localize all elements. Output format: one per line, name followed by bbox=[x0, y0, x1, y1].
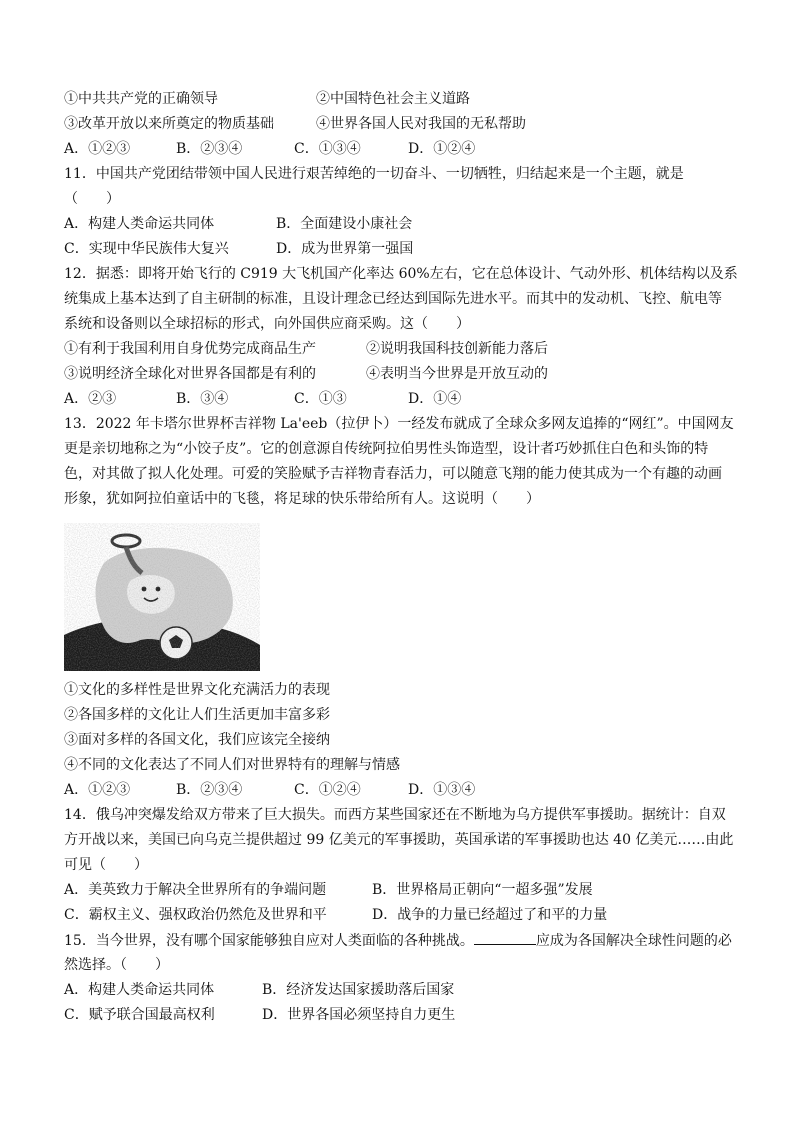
q11-choice-b: B．全面建设小康社会 bbox=[276, 216, 413, 232]
q13-choice-d: D．①③④ bbox=[408, 782, 476, 798]
q10-choice-c: C．①③④ bbox=[294, 141, 361, 157]
q14-choice-d: D．战争的力量已经超过了和平的力量 bbox=[372, 907, 608, 923]
q15-stem-part-2: 应成为各国解决全球性问题的必 bbox=[535, 933, 732, 949]
q10-choice-d: D．①②④ bbox=[408, 141, 476, 157]
q12-choice-a: A．②③ bbox=[64, 391, 117, 407]
q13-stem-line-2: 更是亲切地称之为“小饺子皮”。它的创意源自传统阿拉伯男性头饰造型，设计者巧妙抓住白色和头饰的特 bbox=[64, 441, 709, 457]
q12-choice-d: D．①④ bbox=[408, 391, 462, 407]
mascot-photo bbox=[64, 523, 260, 671]
q15-choice-d: D．世界各国必须坚持自力更生 bbox=[262, 1007, 456, 1023]
q14-choice-b: B．世界格局正朝向“一超多强”发展 bbox=[372, 882, 593, 898]
q13-option-3: ③面对多样的各国文化，我们应该完全接纳 bbox=[64, 732, 330, 748]
q15-stem-part-1: 15．当今世界，没有哪个国家能够独自应对人类面临的各种挑战。 bbox=[64, 933, 474, 949]
q14-choice-a: A．美英致力于解决全世界所有的争端问题 bbox=[64, 882, 327, 898]
q14-stem-line-3: 可见（ ） bbox=[64, 857, 148, 873]
q10-option-1: ①中共共产党的正确领导 bbox=[64, 91, 218, 107]
q10-option-4: ④世界各国人民对我国的无私帮助 bbox=[316, 116, 526, 132]
q11-choice-c: C．实现中华民族伟大复兴 bbox=[64, 241, 229, 257]
q12-stem-line-3: 系统和设备则以全球招标的形式，向外国供应商采购。这（ ） bbox=[64, 316, 470, 332]
q13-stem-line-1: 13．2022 年卡塔尔世界杯吉祥物 La'eeb（拉伊卜）一经发布就成了全球众多网友追捧的“网红”。中国网友 bbox=[64, 416, 734, 432]
q10-option-3: ③改革开放以来所奠定的物质基础 bbox=[64, 116, 274, 132]
q10-choice-b: B．②③④ bbox=[176, 141, 243, 157]
q13-option-1: ①文化的多样性是世界文化充满活力的表现 bbox=[64, 682, 330, 698]
q13-option-2: ②各国多样的文化让人们生活更加丰富多彩 bbox=[64, 707, 330, 723]
q12-option-3: ③说明经济全球化对世界各国都是有利的 bbox=[64, 366, 316, 382]
q14-choice-c: C．霸权主义、强权政治仍然危及世界和平 bbox=[64, 907, 327, 923]
q11-stem: 11．中国共产党团结带领中国人民进行艰苦绰绝的一切奋斗、一切牺牲，归结起来是一个主题，就是 bbox=[64, 166, 684, 182]
q10-option-2: ②中国特色社会主义道路 bbox=[316, 91, 470, 107]
q15-choice-a: A．构建人类命运共同体 bbox=[64, 982, 215, 998]
q13-choice-a: A．①②③ bbox=[64, 782, 131, 798]
q12-stem-line-2: 统集成上基本达到了自主研制的标准，且设计理念已经达到国际先进水平。而其中的发动机、飞控、航电等 bbox=[64, 291, 722, 307]
q10-choice-a: A．①②③ bbox=[64, 141, 131, 157]
q13-choice-b: B．②③④ bbox=[176, 782, 243, 798]
q13-stem-line-3: 色，对其做了拟人化处理。可爱的笑脸赋予吉祥物青春活力，可以随意飞翔的能力使其成为一个有趣的动画 bbox=[64, 466, 722, 482]
q11-choice-d: D．成为世界第一强国 bbox=[276, 241, 414, 257]
q15-fill-blank bbox=[474, 930, 536, 945]
q15-stem-line-2: 然选择。（ ） bbox=[64, 957, 169, 973]
q13-choice-c: C．①②④ bbox=[294, 782, 361, 798]
q12-choice-c: C．①③ bbox=[294, 391, 347, 407]
q13-stem-line-4: 形象，犹如阿拉伯童话中的飞毯，将足球的快乐带给所有人。这说明（ ） bbox=[64, 491, 540, 507]
q15-choice-c: C．赋予联合国最高权利 bbox=[64, 1007, 215, 1023]
q12-choice-b: B．③④ bbox=[176, 391, 229, 407]
q14-stem-line-2: 方开战以来，美国已向乌克兰提供超过 99 亿美元的军事援助，英国承诺的军事援助也达 40 亿美元……由此 bbox=[64, 832, 734, 848]
q12-option-2: ②说明我国科技创新能力落后 bbox=[366, 341, 548, 357]
q11-answer-blank: （ ） bbox=[64, 191, 120, 207]
q13-option-4: ④不同的文化表达了不同人们对世界特有的理解与情感 bbox=[64, 757, 400, 773]
q15-choice-b: B．经济发达国家援助落后国家 bbox=[262, 982, 455, 998]
q11-choice-a: A．构建人类命运共同体 bbox=[64, 216, 215, 232]
q12-option-4: ④表明当今世界是开放互动的 bbox=[366, 366, 548, 382]
q12-stem-line-1: 12．据悉：即将开始飞行的 C919 大飞机国产化率达 60%左右，它在总体设计、气动外形、机体结构以及系 bbox=[64, 266, 738, 282]
q15-stem-line-1 bbox=[64, 930, 732, 951]
q14-stem-line-1: 14．俄乌冲突爆发给双方带来了巨大损失。而西方某些国家还在不断地为乌方提供军事援助。据统计：自双 bbox=[64, 807, 726, 823]
q12-option-1: ①有利于我国利用自身优势完成商品生产 bbox=[64, 341, 316, 357]
